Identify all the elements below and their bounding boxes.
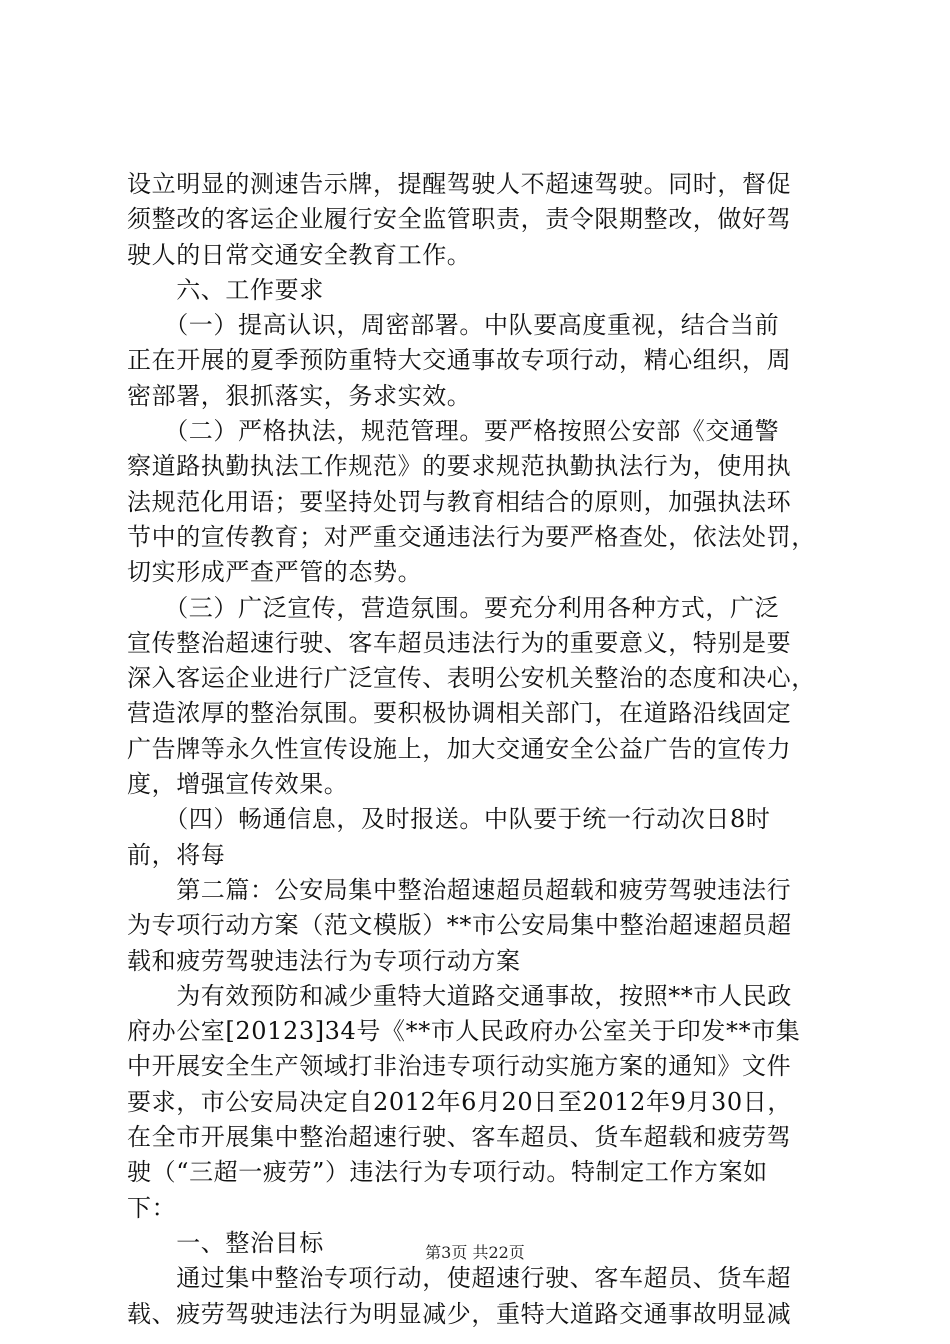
text-line: （三）广泛宣传，营造氛围。要充分利用各种方式，广泛 [127, 593, 780, 622]
text-line: 载、疲劳驾驶违法行为明显减少，重特大道路交通事故明显减 [127, 1299, 792, 1328]
text-line: 驶人的日常交通安全教育工作。 [127, 240, 472, 269]
page-number: 第3页 共22页 [425, 1243, 525, 1262]
text-line: 节中的宣传教育；对严重交通违法行为要严格查处，依法处罚， [127, 522, 816, 551]
text-line: 府办公室[20123]34号《**市人民政府办公室关于印发**市集 [127, 1017, 801, 1046]
text-line: 为有效预防和减少重特大道路交通事故，按照**市人民政 [127, 981, 792, 1010]
text-line: 在全市开展集中整治超速行驶、客车超员、货车超载和疲劳驾 [127, 1123, 792, 1152]
text-line: 察道路执勤执法工作规范》的要求规范执勤执法行为，使用执 [127, 452, 792, 481]
text-line: 前，将每 [127, 840, 226, 869]
text-line: 深入客运企业进行广泛宣传、表明公安机关整治的态度和决心， [127, 664, 816, 693]
section-heading: 一、整治目标 [127, 1228, 324, 1257]
text-line: 宣传整治超速行驶、客车超员违法行为的重要意义，特别是要 [127, 628, 792, 657]
text-line: 下： [127, 1193, 177, 1222]
text-line: 通过集中整治专项行动，使超速行驶、客车超员、货车超 [127, 1264, 792, 1293]
text-line: （二）严格执法，规范管理。要严格按照公安部《交通警 [127, 417, 780, 446]
text-line: 驶（“三超一疲劳”）违法行为专项行动。特制定工作方案如 [127, 1158, 768, 1187]
text-line: 密部署，狠抓落实，务求实效。 [127, 381, 472, 410]
text-line: 正在开展的夏季预防重特大交通事故专项行动，精心组织，周 [127, 346, 792, 375]
text-line: 须整改的客运企业履行安全监管职责，责令限期整改，做好驾 [127, 205, 792, 234]
text-line: 中开展安全生产领域打非治违专项行动实施方案的通知》文件 [127, 1052, 792, 1081]
text-line: 度，增强宣传效果。 [127, 770, 349, 799]
text-line: （一）提高认识，周密部署。中队要高度重视，结合当前 [127, 311, 780, 340]
section-heading: 六、工作要求 [127, 275, 324, 304]
chapter-heading: 载和疲劳驾驶违法行为专项行动方案 [127, 946, 521, 975]
document-body [127, 167, 837, 1332]
text-line: 营造浓厚的整治氛围。要积极协调相关部门，在道路沿线固定 [127, 699, 792, 728]
text-line: 广告牌等永久性宣传设施上，加大交通安全公益广告的宣传力 [127, 734, 792, 763]
text-line: 设立明显的测速告示牌，提醒驾驶人不超速驾驶。同时，督促 [127, 170, 792, 198]
page-footer [0, 1242, 950, 1264]
text-line: （四）畅通信息，及时报送。中队要于统一行动次日8时 [127, 805, 771, 834]
text-line: 法规范化用语；要坚持处罚与教育相结合的原则，加强执法环 [127, 487, 792, 516]
text-line: 要求，市公安局决定自2012年6月20日至2012年9月30日， [127, 1087, 792, 1116]
chapter-heading: 第二篇：公安局集中整治超速超员超载和疲劳驾驶违法行 [127, 875, 792, 904]
text-line: 切实形成严查严管的态势。 [127, 558, 423, 587]
chapter-heading: 为专项行动方案（范文模版）**市公安局集中整治超速超员超 [127, 911, 792, 940]
